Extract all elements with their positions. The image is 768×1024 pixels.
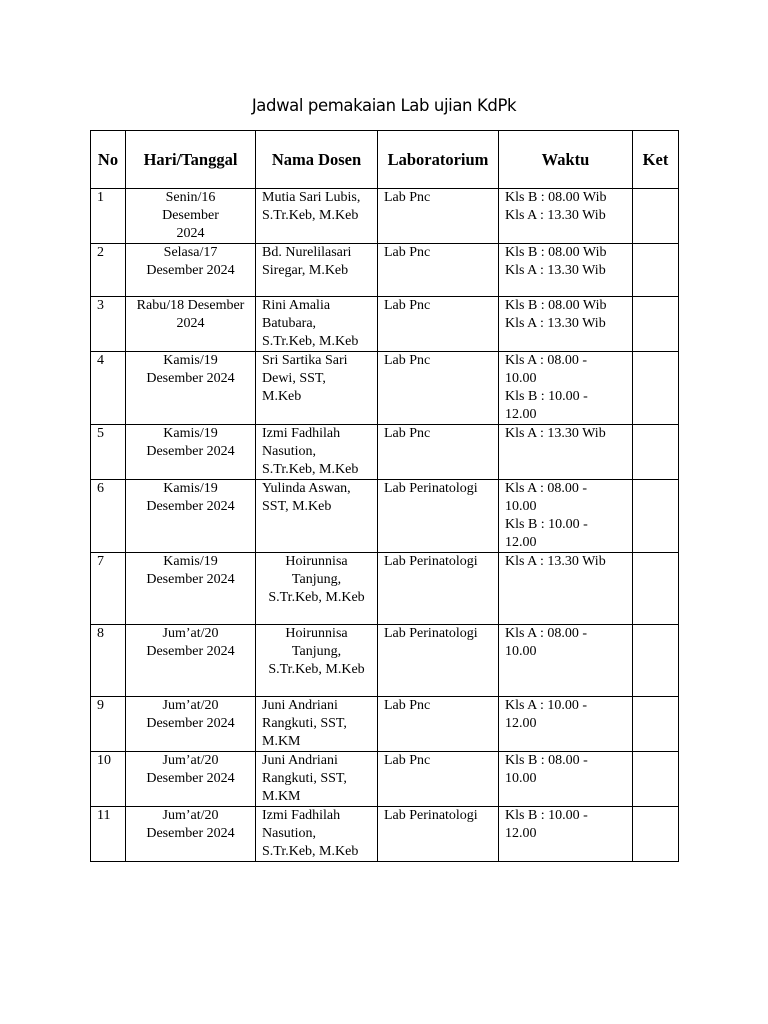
cell-time-line: 10.00	[505, 499, 537, 514]
cell-lecturer-line: M.Keb	[262, 389, 302, 404]
cell-day-line: Desember 2024	[146, 716, 235, 731]
cell-lecturer-line: Tanjung,	[291, 572, 342, 587]
cell-note	[633, 425, 679, 480]
cell-time	[499, 189, 633, 244]
cell-lab: Lab Pnc	[378, 189, 499, 244]
table-row	[91, 425, 679, 480]
cell-day	[126, 425, 256, 480]
cell-no: 3	[91, 297, 126, 352]
cell-lecturer-line: S.Tr.Keb, M.Keb	[262, 462, 359, 477]
cell-note	[633, 189, 679, 244]
cell-lab: Lab Pnc	[378, 752, 499, 807]
cell-lecturer	[256, 625, 378, 697]
cell-no: 10	[91, 752, 126, 807]
cell-lab: Lab Perinatologi	[378, 807, 499, 862]
cell-time	[499, 480, 633, 553]
cell-time-line: 10.00	[505, 771, 537, 786]
cell-day-line: Selasa/17	[163, 245, 218, 260]
cell-time	[499, 697, 633, 752]
header-note: Ket	[633, 131, 679, 189]
cell-day-line: Jum’at/20	[162, 626, 219, 641]
table-row	[91, 297, 679, 352]
table-header-row	[91, 131, 679, 189]
cell-day	[126, 807, 256, 862]
cell-lecturer-line: Rini Amalia	[262, 298, 331, 313]
table-row	[91, 697, 679, 752]
cell-note	[633, 807, 679, 862]
cell-time-line: Kls B : 10.00 -	[505, 808, 588, 823]
cell-lecturer	[256, 752, 378, 807]
cell-time-line: Kls A : 08.00 -	[505, 353, 588, 368]
table-row	[91, 807, 679, 862]
cell-note	[633, 244, 679, 297]
cell-lecturer-line: Juni Andriani	[262, 753, 338, 768]
cell-time	[499, 752, 633, 807]
schedule-table	[90, 130, 679, 862]
cell-day-line: Kamis/19	[163, 353, 218, 368]
cell-time-line: 12.00	[505, 716, 537, 731]
cell-day-line: Rabu/18 Desember	[136, 298, 245, 313]
cell-no: 1	[91, 189, 126, 244]
cell-note	[633, 625, 679, 697]
cell-day-line: Kamis/19	[163, 554, 218, 569]
document-title: Jadwal pemakaian Lab ujian KdPk	[251, 96, 517, 115]
cell-lecturer	[256, 189, 378, 244]
cell-day	[126, 297, 256, 352]
cell-no: 5	[91, 425, 126, 480]
cell-time-line: Kls A : 13.30 Wib	[505, 316, 606, 331]
cell-lecturer-line: Siregar, M.Keb	[262, 263, 349, 278]
cell-day-line: Desember 2024	[146, 263, 235, 278]
cell-day-line: Desember 2024	[146, 826, 235, 841]
cell-lecturer-line: Tanjung,	[291, 644, 342, 659]
cell-day-line: Desember 2024	[146, 499, 235, 514]
cell-lecturer-line: Dewi, SST,	[262, 371, 326, 386]
table-row	[91, 189, 679, 244]
cell-lecturer-line: SST, M.Keb	[262, 499, 332, 514]
cell-lecturer-line: Mutia Sari Lubis,	[262, 190, 361, 205]
cell-lecturer-line: S.Tr.Keb, M.Keb	[268, 590, 365, 605]
cell-note	[633, 297, 679, 352]
cell-no: 9	[91, 697, 126, 752]
cell-day	[126, 244, 256, 297]
cell-lecturer	[256, 297, 378, 352]
cell-no: 4	[91, 352, 126, 425]
cell-time-line: 12.00	[505, 407, 537, 422]
cell-day	[126, 697, 256, 752]
cell-note	[633, 553, 679, 625]
cell-time-line: Kls B : 10.00 -	[505, 389, 588, 404]
cell-lecturer	[256, 352, 378, 425]
cell-lecturer-line: Batubara,	[262, 316, 317, 331]
cell-time-line: Kls A : 13.30 Wib	[505, 554, 606, 569]
cell-day-line: Kamis/19	[163, 481, 218, 496]
cell-day-line: Desember 2024	[146, 371, 235, 386]
cell-lecturer-line: Hoirunnisa	[285, 554, 348, 569]
cell-time-line: Kls A : 13.30 Wib	[505, 208, 606, 223]
cell-lecturer-line: Izmi Fadhilah	[262, 808, 341, 823]
cell-lecturer-line: Sri Sartika Sari	[262, 353, 348, 368]
header-lab: Laboratorium	[378, 131, 499, 189]
cell-time-line: Kls B : 08.00 Wib	[505, 245, 607, 260]
cell-time-line: Kls B : 08.00 Wib	[505, 190, 607, 205]
cell-day-line: Jum’at/20	[162, 698, 219, 713]
cell-day	[126, 625, 256, 697]
cell-day-line: Desember 2024	[146, 444, 235, 459]
cell-lecturer	[256, 697, 378, 752]
cell-day	[126, 352, 256, 425]
cell-lab: Lab Pnc	[378, 697, 499, 752]
cell-lecturer	[256, 425, 378, 480]
cell-time-line: Kls A : 13.30 Wib	[505, 426, 606, 441]
cell-lab: Lab Pnc	[378, 425, 499, 480]
cell-lecturer-line: S.Tr.Keb, M.Keb	[262, 208, 359, 223]
cell-note	[633, 752, 679, 807]
cell-lab: Lab Perinatologi	[378, 480, 499, 553]
cell-time-line: 10.00	[505, 644, 537, 659]
cell-lab: Lab Pnc	[378, 244, 499, 297]
cell-time	[499, 807, 633, 862]
cell-time	[499, 625, 633, 697]
cell-no: 11	[91, 807, 126, 862]
cell-lecturer-line: Bd. Nurelilasari	[262, 245, 352, 260]
cell-day	[126, 553, 256, 625]
table-body	[91, 189, 679, 862]
cell-time-line: 12.00	[505, 826, 537, 841]
cell-time	[499, 425, 633, 480]
table-row	[91, 625, 679, 697]
cell-lecturer	[256, 244, 378, 297]
table-row	[91, 244, 679, 297]
cell-lecturer	[256, 553, 378, 625]
cell-lecturer-line: Hoirunnisa	[285, 626, 348, 641]
cell-day	[126, 752, 256, 807]
cell-no: 8	[91, 625, 126, 697]
cell-lab: Lab Pnc	[378, 297, 499, 352]
cell-time-line: 12.00	[505, 535, 537, 550]
table-row	[91, 480, 679, 553]
header-lecturer: Nama Dosen	[256, 131, 378, 189]
cell-lab: Lab Perinatologi	[378, 553, 499, 625]
cell-lecturer-line: Rangkuti, SST,	[262, 771, 347, 786]
cell-time	[499, 297, 633, 352]
cell-lecturer-line: Nasution,	[262, 826, 317, 841]
cell-time-line: Kls A : 13.30 Wib	[505, 263, 606, 278]
cell-no: 7	[91, 553, 126, 625]
table-row	[91, 352, 679, 425]
cell-day-line: Jum’at/20	[162, 753, 219, 768]
header-time: Waktu	[499, 131, 633, 189]
cell-time	[499, 352, 633, 425]
cell-lecturer	[256, 480, 378, 553]
cell-lab: Lab Pnc	[378, 352, 499, 425]
cell-lecturer-line: Yulinda Aswan,	[262, 481, 351, 496]
cell-lecturer-line: S.Tr.Keb, M.Keb	[262, 844, 359, 859]
cell-lecturer-line: Nasution,	[262, 444, 317, 459]
cell-day	[126, 480, 256, 553]
cell-lecturer	[256, 807, 378, 862]
cell-time-line: 10.00	[505, 371, 537, 386]
table-row	[91, 752, 679, 807]
cell-no: 6	[91, 480, 126, 553]
cell-day-line: Jum’at/20	[162, 808, 219, 823]
cell-lecturer-line: M.KM	[262, 789, 301, 804]
cell-no: 2	[91, 244, 126, 297]
cell-day-line: Desember 2024	[146, 572, 235, 587]
cell-day-line: Desember 2024	[146, 771, 235, 786]
cell-time	[499, 553, 633, 625]
cell-lecturer-line: M.KM	[262, 734, 301, 749]
cell-lecturer-line: Rangkuti, SST,	[262, 716, 347, 731]
cell-lecturer-line: S.Tr.Keb, M.Keb	[268, 662, 365, 677]
header-no: No	[91, 131, 126, 189]
cell-time-line: Kls B : 10.00 -	[505, 517, 588, 532]
cell-day-line: 2024	[176, 316, 205, 331]
cell-day-line: Kamis/19	[163, 426, 218, 441]
cell-note	[633, 352, 679, 425]
cell-note	[633, 697, 679, 752]
cell-time-line: Kls A : 10.00 -	[505, 698, 588, 713]
header-day: Hari/Tanggal	[126, 131, 256, 189]
cell-day-line: Desember 2024	[146, 644, 235, 659]
table-row	[91, 553, 679, 625]
cell-day-line: Desember	[162, 208, 219, 223]
cell-time-line: Kls A : 08.00 -	[505, 481, 588, 496]
cell-day	[126, 189, 256, 244]
cell-day-line: Senin/16	[165, 190, 216, 205]
cell-time-line: Kls B : 08.00 Wib	[505, 298, 607, 313]
cell-time	[499, 244, 633, 297]
cell-lecturer-line: S.Tr.Keb, M.Keb	[262, 334, 359, 349]
cell-lecturer-line: Juni Andriani	[262, 698, 338, 713]
cell-time-line: Kls B : 08.00 -	[505, 753, 588, 768]
cell-time-line: Kls A : 08.00 -	[505, 626, 588, 641]
cell-day-line: 2024	[176, 226, 205, 241]
cell-lab: Lab Perinatologi	[378, 625, 499, 697]
cell-lecturer-line: Izmi Fadhilah	[262, 426, 341, 441]
cell-note	[633, 480, 679, 553]
